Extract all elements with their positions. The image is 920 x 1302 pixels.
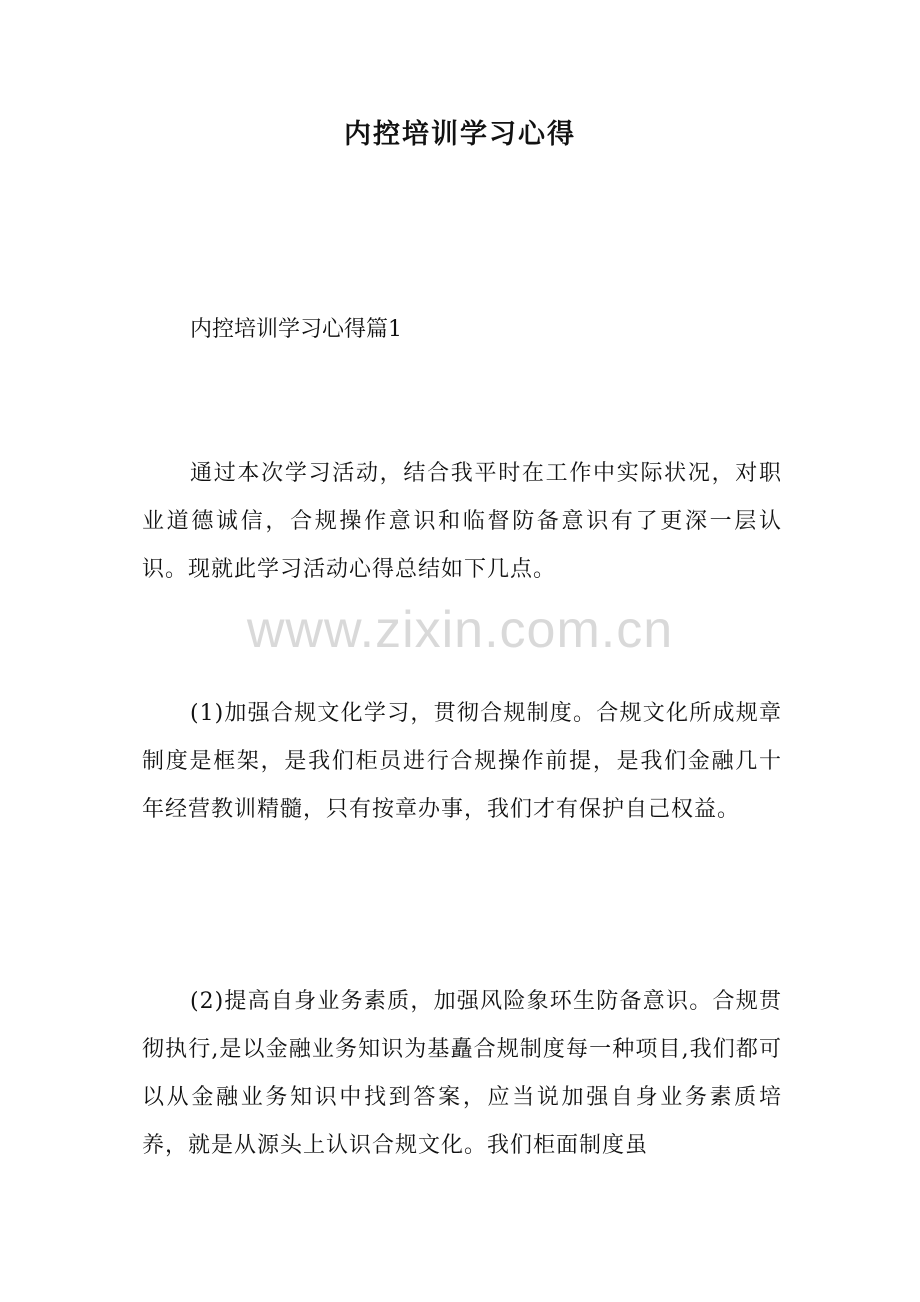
- document-title: 内控培训学习心得: [344, 119, 576, 150]
- paragraph-point-2: (2)提高自身业务素质，加强风险象环生防备意识。合规贯彻执行,是以金融业务知识为基矗合规制度每一种项目,我们都可以从金融业务知识中找到答案，应当说加强自身业务素质培养，就是从源头上认识合规文化。我们柜面制度虽: [142, 989, 782, 1158]
- paragraph-point-1: (1)加强合规文化学习，贯彻合规制度。合规文化所成规章制度是框架，是我们柜员进行合规操作前提，是我们金融几十年经营教训精髓，只有按章办事，我们才有保护自己权益。: [142, 701, 782, 822]
- watermark-text: www.zixin.com.cn: [246, 601, 674, 659]
- section-heading: 内控培训学习心得篇1: [190, 317, 402, 342]
- paragraph-intro: 通过本次学习活动，结合我平时在工作中实际状况，对职业道德诚信，合规操作意识和临督防备意识有了更深一层认识。现就此学习活动心得总结如下几点。: [142, 461, 782, 582]
